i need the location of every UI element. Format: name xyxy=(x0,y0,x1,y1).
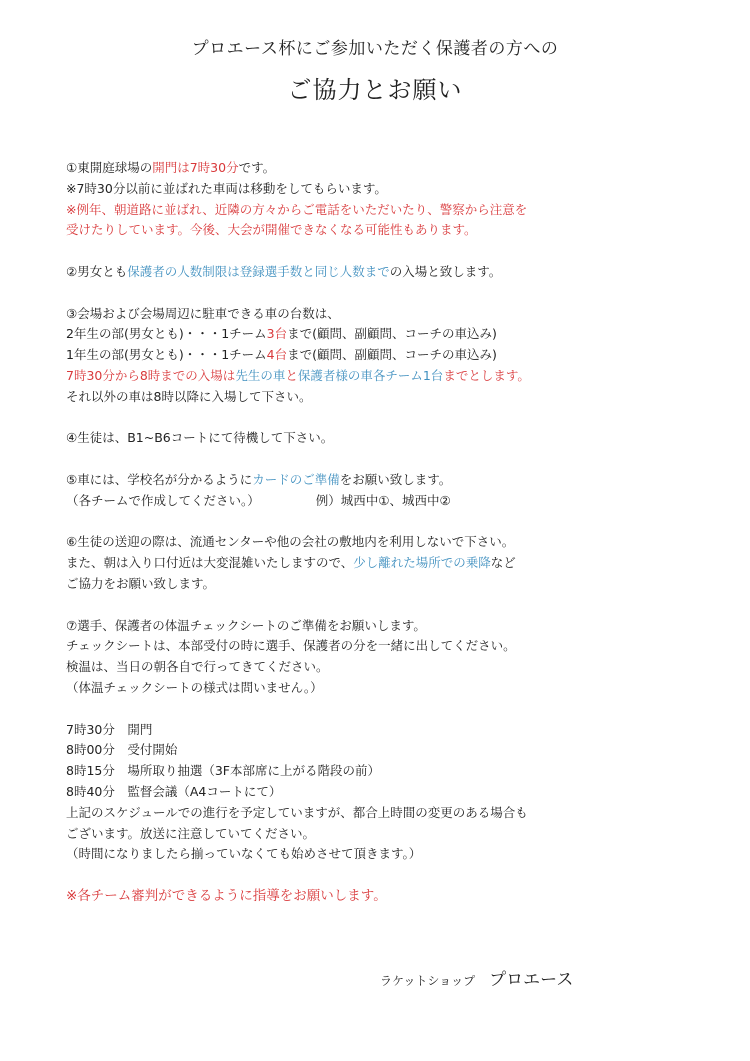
s1-text: ①東開庭球場の xyxy=(66,160,153,175)
s2-text-end: の入場と致します。 xyxy=(389,263,502,279)
s3-highlight-2nd-grade-cars: 3台 xyxy=(266,326,288,342)
s6-line-2 xyxy=(66,553,686,574)
s5-highlight: カードのご準備 xyxy=(252,471,340,487)
s7-line-4: （体温チェックシートの様式は問いません。） xyxy=(66,679,323,695)
spacer xyxy=(66,408,686,429)
s3-text: 2年生の部(男女とも)・・・1チーム xyxy=(66,326,267,342)
spacer xyxy=(66,699,686,720)
spacer xyxy=(66,449,686,470)
signature-shop: ラケットショップ xyxy=(380,974,476,988)
s3-line-2 xyxy=(66,324,686,345)
s1-line-4: 受けたりしています。今後、大会が開催できなくなる可能性もあります。 xyxy=(66,222,477,238)
s1-highlight-open-time: 開門は7時30分 xyxy=(152,160,239,175)
final-request: ※各チーム審判ができるように指導をお願いします。 xyxy=(66,887,387,904)
schedule-note-1: 上記のスケジュールでの進行を予定していますが、都合上時間の変更のある場合も xyxy=(66,804,528,820)
s7-line-3: 検温は、当日の朝各自で行ってきてください。 xyxy=(66,659,329,675)
s6-text: また、朝は入り口付近は大変混雑いたしますので、 xyxy=(66,555,354,571)
s3-text-end: まで(顧問、副顧問、コーチの車込み) xyxy=(287,347,497,363)
s5-line-1 xyxy=(66,470,686,491)
s2-highlight: 保護者の人数制限は登録選手数と同じ人数まで xyxy=(127,263,390,279)
signature xyxy=(380,965,573,990)
s7-line-1: ⑦選手、保護者の体温チェックシートのご準備をお願いします。 xyxy=(66,617,426,633)
s3-red-text: と xyxy=(285,367,298,383)
s6-line-3: ご協力をお願い致します。 xyxy=(66,575,216,591)
spacer xyxy=(66,512,686,533)
s3-text-end: まで(顧問、副顧問、コーチの車込み) xyxy=(287,326,497,342)
s3-blue-text: 先生の車 xyxy=(235,367,286,383)
s7-line-2: チェックシートは、本部受付の時に選手、保護者の分を一緒に出してください。 xyxy=(66,638,516,654)
s5-example: 例）城西中①、城西中② xyxy=(315,492,451,508)
schedule-item: 8時15分 場所取り抽選（3F本部席に上がる階段の前） xyxy=(66,763,381,779)
s3-line-3 xyxy=(66,345,686,366)
title-line-1: プロエース杯にご参加いただく保護者の方への xyxy=(191,39,559,59)
s4-line-1: ④生徒は、B1~B6コートにて待機して下さい。 xyxy=(66,430,334,446)
spacer xyxy=(66,865,686,886)
schedule-note-2: ございます。放送に注意していてください。 xyxy=(66,825,316,841)
s3-red-text: までとします。 xyxy=(443,367,530,383)
spacer xyxy=(66,283,686,304)
s1-line-2: ※7時30分以前に並ばれた車両は移動をしてもらいます。 xyxy=(66,180,387,196)
s3-text: 1年生の部(男女とも)・・・1チーム xyxy=(66,347,267,363)
s3-line-5: それ以外の車は8時以降に入場して下さい。 xyxy=(66,388,312,404)
schedule-note-3: （時間になりましたら揃っていなくても始めさせて頂きます。） xyxy=(66,846,422,862)
document-body xyxy=(66,158,686,907)
schedule-item: 7時30分 開門 xyxy=(66,721,153,737)
s6-text-end: など xyxy=(490,555,516,571)
s2-line-1 xyxy=(66,262,686,283)
signature-name: プロエース xyxy=(489,970,574,990)
s1-line-1 xyxy=(66,158,686,179)
page-title: ご協力とお願い xyxy=(287,76,463,104)
s5-note: （各チームで作成してください。） xyxy=(66,492,260,508)
s1-line-3: ※例年、朝道路に並ばれ、近隣の方々からご電話をいただいたり、警察から注意を xyxy=(66,201,528,217)
spacer xyxy=(66,241,686,262)
s5-text: ⑤車には、学校名が分かるように xyxy=(66,471,253,487)
s3-highlight-1st-grade-cars: 4台 xyxy=(266,347,288,363)
s3-line-1: ③会場および会場周辺に駐車できる車の台数は、 xyxy=(66,305,340,321)
s5-line-2 xyxy=(66,491,686,512)
s3-red-text: 7時30分から8時までの入場は xyxy=(66,367,236,383)
s2-text: ②男女とも xyxy=(66,263,128,279)
s5-text-end: をお願い致します。 xyxy=(339,471,452,487)
s1-text-end: です。 xyxy=(238,160,276,175)
schedule-item: 8時40分 監督会議（A4コートにて） xyxy=(66,783,282,799)
s6-line-1: ⑥生徒の送迎の際は、流通センターや他の会社の敷地内を利用しないで下さい。 xyxy=(66,534,515,550)
spacer xyxy=(66,595,686,616)
s6-highlight: 少し離れた場所での乗降 xyxy=(353,555,491,571)
schedule-item: 8時00分 受付開始 xyxy=(66,742,178,758)
s3-blue-text: 保護者様の車各チーム1台 xyxy=(297,367,444,383)
s3-line-4 xyxy=(66,366,686,387)
